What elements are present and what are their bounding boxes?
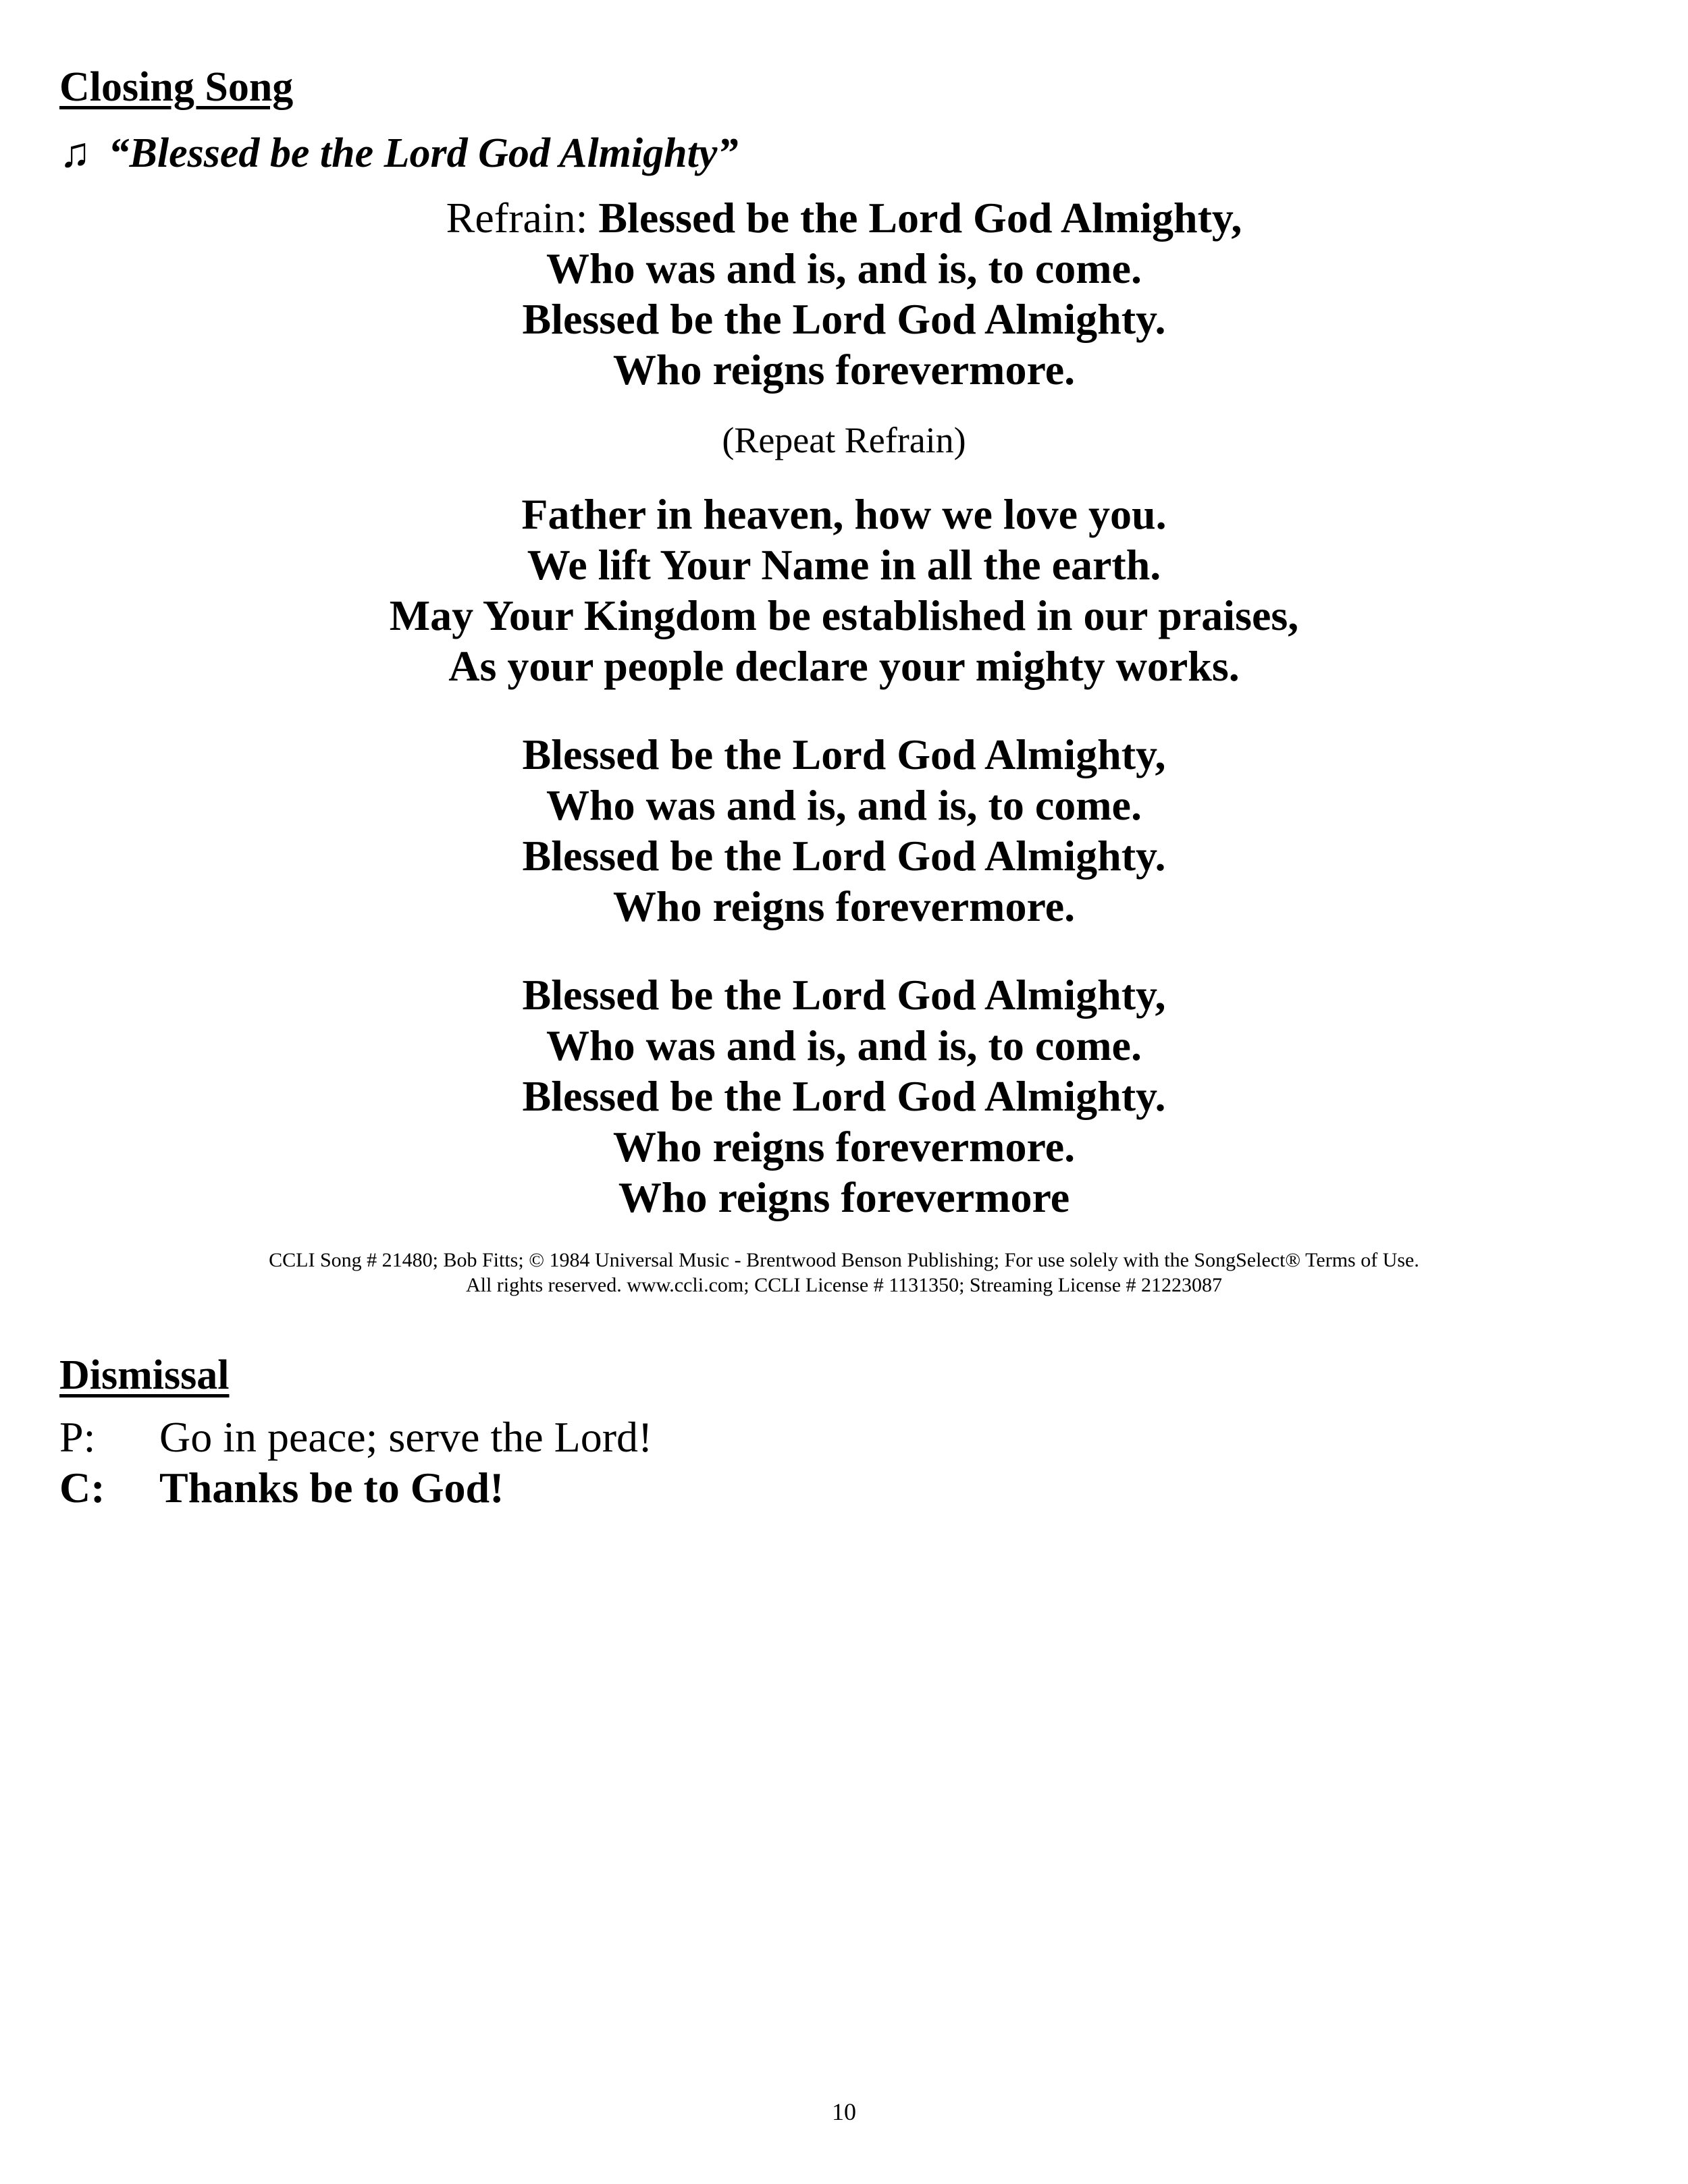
lyric-line: Who reigns forevermore. [612,882,1076,930]
page-number: 10 [832,2098,856,2125]
lyric-line: Who reigns forevermore. [612,346,1076,394]
lyric-line: Who reigns forevermore. [612,1123,1076,1171]
music-note-icon: ♫ [59,130,91,176]
dismissal-text: Thanks be to God! [159,1464,504,1512]
lyric-line: Blessed be the Lord God Almighty, [522,730,1166,778]
closing-song-heading: Closing Song [59,64,294,110]
lyric-line: Who was and is, and is, to come. [546,244,1142,292]
lyric-line: Blessed be the Lord God Almighty. [522,832,1166,880]
lyric-line: Blessed be the Lord God Almighty. [522,295,1166,343]
song-title [59,132,738,174]
song-title-text: “Blessed be the Lord God Almighty” [108,130,739,176]
lyric-line: Who was and is, and is, to come. [546,781,1142,829]
dismissal-text: Go in peace; serve the Lord! [159,1413,653,1461]
copyright-notice [0,1248,1688,1298]
lyric-line: Blessed be the Lord God Almighty. [522,1072,1166,1120]
lyric-line: Blessed be the Lord God Almighty, [522,971,1166,1019]
lyric-line: Refrain: Blessed be the Lord God Almighty, [446,194,1242,242]
dismissal-heading: Dismissal [59,1352,230,1398]
verse-stanza [0,489,1688,691]
dismissal-congregation-line [59,1466,504,1510]
refrain-3-stanza [0,969,1688,1223]
copyright-line: CCLI Song # 21480; Bob Fitts; © 1984 Universal Music - Brentwood Benson Publishing; For use solely with the SongSelect® Terms of Use. [269,1249,1419,1271]
lyric-line: Father in heaven, how we love you. [521,490,1167,538]
refrain-2-stanza [0,729,1688,932]
lyric-line: Who reigns forevermore [618,1173,1070,1221]
copyright-line: All rights reserved. www.ccli.com; CCLI License # 1131350; Streaming License # 21223087 [465,1274,1223,1296]
repeat-refrain-note: (Repeat Refrain) [722,420,966,460]
lyric-line: We lift Your Name in all the earth. [527,541,1161,589]
refrain-stanza [0,192,1688,395]
dismissal-pastor-line [59,1413,653,1461]
lyric-line: Who was and is, and is, to come. [546,1021,1142,1069]
lyric-line: May Your Kingdom be established in our praises, [389,591,1299,639]
speaker-label: P: [59,1413,96,1461]
lyric-line: As your people declare your mighty works. [448,642,1240,690]
speaker-label: C: [59,1464,105,1512]
refrain-label: Refrain: [446,194,599,242]
